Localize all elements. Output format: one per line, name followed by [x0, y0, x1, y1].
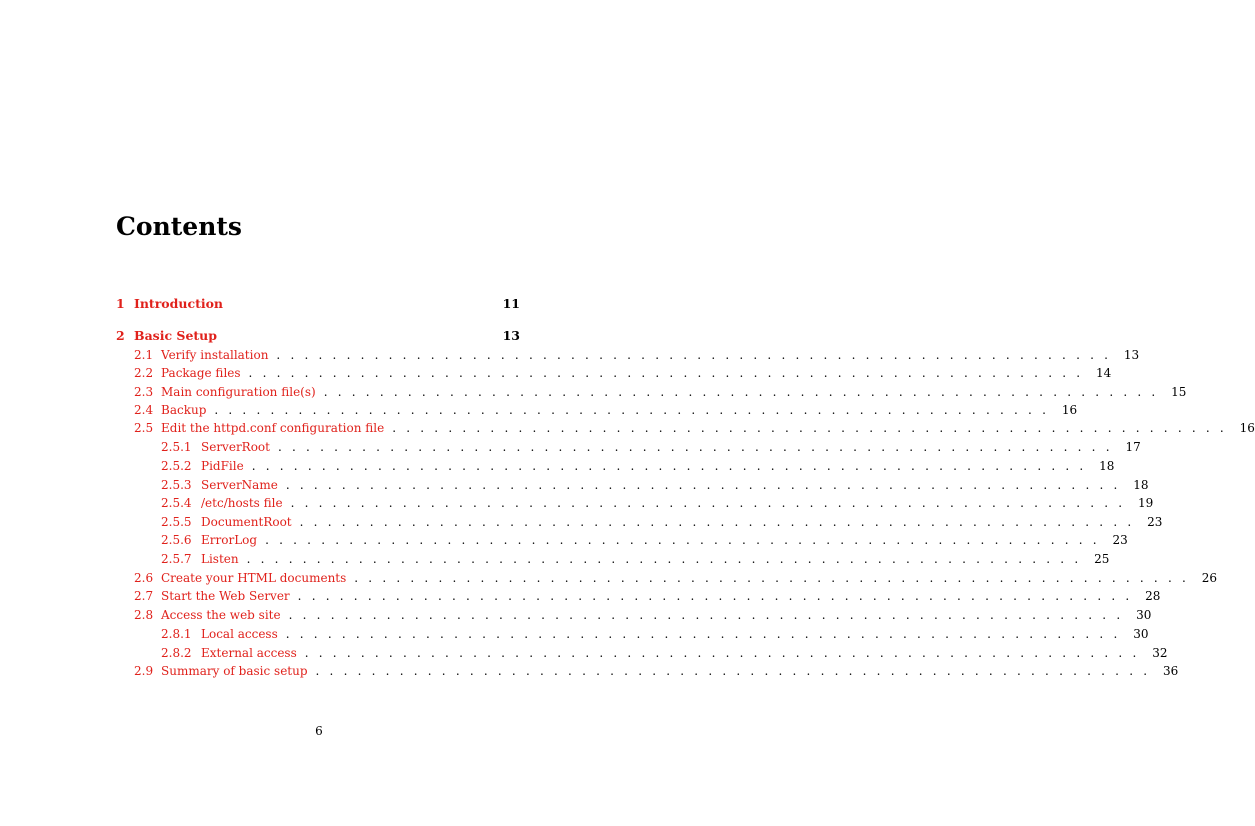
toc-page-number: 13	[502, 328, 520, 343]
toc-entry-link[interactable]: External access	[201, 646, 297, 660]
toc-entry-2-8-2[interactable]	[116, 644, 1168, 662]
toc-page-number: 23	[1112, 533, 1128, 547]
toc-entry-2-3[interactable]	[116, 383, 1187, 401]
toc-entry-link[interactable]: Main configuration file(s)	[161, 385, 316, 399]
toc-entry-link[interactable]: Verify installation	[161, 348, 269, 362]
toc-entry-2-5-6[interactable]	[116, 531, 1128, 549]
toc-entry-link[interactable]: Introduction	[134, 296, 224, 311]
toc-entry-link[interactable]: Create your HTML documents	[161, 571, 347, 585]
toc-entry-2-5-2[interactable]	[116, 457, 1115, 475]
toc-entry-link[interactable]: Package files	[161, 366, 241, 380]
toc-entry-link[interactable]: ServerRoot	[201, 440, 270, 454]
toc-dot-leader: . . . . . . . . . . . . . . . . . . . . . . . . . . . . . . . . . . . . . . . . . . . . . . . . . . . . . . . . . . . .	[214, 403, 1050, 417]
toc-dot-leader: . . . . . . . . . . . . . . . . . . . . . . . . . . . . . . . . . . . . . . . . . . . . . . . . . . . . . . . . . . . .	[265, 533, 1100, 547]
toc-entry-number[interactable]: 2.5.2	[161, 459, 192, 473]
toc-page-number: 30	[1133, 627, 1149, 641]
toc-entry-2-5[interactable]	[116, 419, 1255, 437]
toc-entry-2-9[interactable]	[116, 662, 1179, 680]
toc-dot-leader: . . . . . . . . . . . . . . . . . . . . . . . . . . . . . . . . . . . . . . . . . . . . . . . . . . . . . . . . . . . .	[323, 385, 1159, 399]
toc-entry-number[interactable]: 2.1	[134, 348, 154, 362]
toc-entry-2-5-1[interactable]	[116, 438, 1141, 456]
toc-entry-2-5-7[interactable]	[116, 550, 1110, 568]
toc-entry-2-8[interactable]	[116, 606, 1152, 624]
toc-dot-leader: . . . . . . . . . . . . . . . . . . . . . . . . . . . . . . . . . . . . . . . . . . . . . . . . . . . . . . . . . . . .	[297, 589, 1133, 603]
toc-entry-link[interactable]: Start the Web Server	[161, 589, 290, 603]
toc-page-number: 16	[1239, 421, 1255, 435]
toc-entry-2-6[interactable]	[116, 569, 1218, 587]
toc-entry-number[interactable]: 2.5.4	[161, 496, 192, 510]
toc-entry-2-4[interactable]	[116, 401, 1078, 419]
toc-dot-leader: . . . . . . . . . . . . . . . . . . . . . . . . . . . . . . . . . . . . . . . . . . . . . . . . . . . . . . . . . . . .	[290, 496, 1126, 510]
toc-dot-leader: . . . . . . . . . . . . . . . . . . . . . . . . . . . . . . . . . . . . . . . . . . . . . . . . . . . . . . . . . . . .	[285, 627, 1121, 641]
toc-entry-link[interactable]: ServerName	[201, 478, 278, 492]
page-number: 6	[315, 724, 323, 738]
toc-entry-number[interactable]: 2.7	[134, 589, 154, 603]
toc-page-number: 18	[1133, 478, 1149, 492]
toc-dot-leader: . . . . . . . . . . . . . . . . . . . . . . . . . . . . . . . . . . . . . . . . . . . . . . . . . . . . . . . . . . . .	[251, 459, 1087, 473]
toc-entry-number[interactable]: 2.8.1	[161, 627, 192, 641]
toc-entry-1[interactable]	[116, 295, 520, 313]
toc-entry-link[interactable]: ErrorLog	[201, 533, 258, 547]
toc-entry-number[interactable]: 1	[116, 296, 125, 311]
toc-dot-leader: . . . . . . . . . . . . . . . . . . . . . . . . . . . . . . . . . . . . . . . . . . . . . . . . . . . . . . . . . . . .	[392, 421, 1227, 435]
toc-dot-leader: . . . . . . . . . . . . . . . . . . . . . . . . . . . . . . . . . . . . . . . . . . . . . . . . . . . . . . . . . . . .	[277, 440, 1113, 454]
toc-entry-link[interactable]: DocumentRoot	[201, 515, 292, 529]
toc-entry-link[interactable]: Backup	[161, 403, 207, 417]
toc-entry-number[interactable]: 2.5.3	[161, 478, 192, 492]
toc-page-number: 18	[1099, 459, 1115, 473]
toc-entry-2-5-4[interactable]	[116, 494, 1154, 512]
toc-entry-2-5-5[interactable]	[116, 513, 1163, 531]
toc-entry-link[interactable]: /etc/hosts file	[201, 496, 283, 510]
toc-dot-leader: . . . . . . . . . . . . . . . . . . . . . . . . . . . . . . . . . . . . . . . . . . . . . . . . . . . . . . . . . . . .	[288, 608, 1124, 622]
toc-page-number: 26	[1201, 571, 1218, 585]
toc-entry-link[interactable]: PidFile	[201, 459, 244, 473]
toc-page-number: 13	[1123, 348, 1140, 362]
contents-heading: Contents	[116, 212, 243, 241]
toc-entry-number[interactable]: 2.4	[134, 403, 154, 417]
toc-page-number: 32	[1152, 646, 1168, 660]
toc-page-number: 30	[1136, 608, 1152, 622]
toc-page-number: 25	[1094, 552, 1110, 566]
toc-entry-number[interactable]: 2.8.2	[161, 646, 192, 660]
toc-dot-leader: . . . . . . . . . . . . . . . . . . . . . . . . . . . . . . . . . . . . . . . . . . . . . . . . . . . . . . . . . . . .	[285, 478, 1121, 492]
toc-entry-link[interactable]: Local access	[201, 627, 278, 641]
toc-entry-link[interactable]: Basic Setup	[134, 328, 217, 343]
toc-entry-2-8-1[interactable]	[116, 625, 1149, 643]
toc-entry-number[interactable]: 2.5.7	[161, 552, 192, 566]
toc-entry-link[interactable]: Edit the httpd.conf configuration file	[161, 421, 385, 435]
toc-entry-link[interactable]: Access the web site	[161, 608, 281, 622]
toc-dot-leader: . . . . . . . . . . . . . . . . . . . . . . . . . . . . . . . . . . . . . . . . . . . . . . . . . . . . . . . . . . . .	[299, 515, 1135, 529]
toc-page-number: 14	[1096, 366, 1112, 380]
toc-entry-link[interactable]: Listen	[201, 552, 239, 566]
toc-page-number: 16	[1061, 403, 1078, 417]
toc-entry-link[interactable]: Summary of basic setup	[161, 664, 308, 678]
toc-entry-2-5-3[interactable]	[116, 476, 1149, 494]
toc-dot-leader: . . . . . . . . . . . . . . . . . . . . . . . . . . . . . . . . . . . . . . . . . . . . . . . . . . . . . . . . . . . .	[315, 664, 1151, 678]
toc-entry-2-2[interactable]	[116, 364, 1112, 382]
toc-page-number: 36	[1162, 664, 1179, 678]
toc-entry-number[interactable]: 2.5	[134, 421, 154, 435]
toc-entry-number[interactable]: 2	[116, 328, 125, 343]
toc-entry-number[interactable]: 2.3	[134, 385, 154, 399]
toc-entry-2-7[interactable]	[116, 587, 1161, 605]
toc-page-number: 28	[1145, 589, 1161, 603]
toc-page-number: 23	[1147, 515, 1163, 529]
toc-entry-number[interactable]: 2.6	[134, 571, 154, 585]
toc-entry-number[interactable]: 2.5.6	[161, 533, 192, 547]
toc-entry-number[interactable]: 2.5.1	[161, 440, 192, 454]
toc-entry-2-1[interactable]	[116, 346, 1140, 364]
toc-entry-number[interactable]: 2.9	[134, 664, 154, 678]
toc-dot-leader: . . . . . . . . . . . . . . . . . . . . . . . . . . . . . . . . . . . . . . . . . . . . . . . . . . . . . . . . . . . .	[304, 646, 1140, 660]
toc-page-number: 11	[502, 296, 520, 311]
toc-dot-leader: . . . . . . . . . . . . . . . . . . . . . . . . . . . . . . . . . . . . . . . . . . . . . . . . . . . . . . . . . . . .	[248, 366, 1084, 380]
toc-page-number: 15	[1171, 385, 1187, 399]
toc-entry-number[interactable]: 2.2	[134, 366, 154, 380]
toc-entry-number[interactable]: 2.5.5	[161, 515, 192, 529]
toc-dot-leader: . . . . . . . . . . . . . . . . . . . . . . . . . . . . . . . . . . . . . . . . . . . . . . . . . . . . . . . . . . . .	[354, 571, 1190, 585]
toc-page-number: 17	[1125, 440, 1141, 454]
toc-dot-leader: . . . . . . . . . . . . . . . . . . . . . . . . . . . . . . . . . . . . . . . . . . . . . . . . . . . . . . . . . . . .	[246, 552, 1082, 566]
toc-entry-2[interactable]	[116, 327, 520, 345]
toc-dot-leader: . . . . . . . . . . . . . . . . . . . . . . . . . . . . . . . . . . . . . . . . . . . . . . . . . . . . . . . . . . . .	[276, 348, 1112, 362]
toc-page-number: 19	[1138, 496, 1154, 510]
toc-entry-number[interactable]: 2.8	[134, 608, 154, 622]
